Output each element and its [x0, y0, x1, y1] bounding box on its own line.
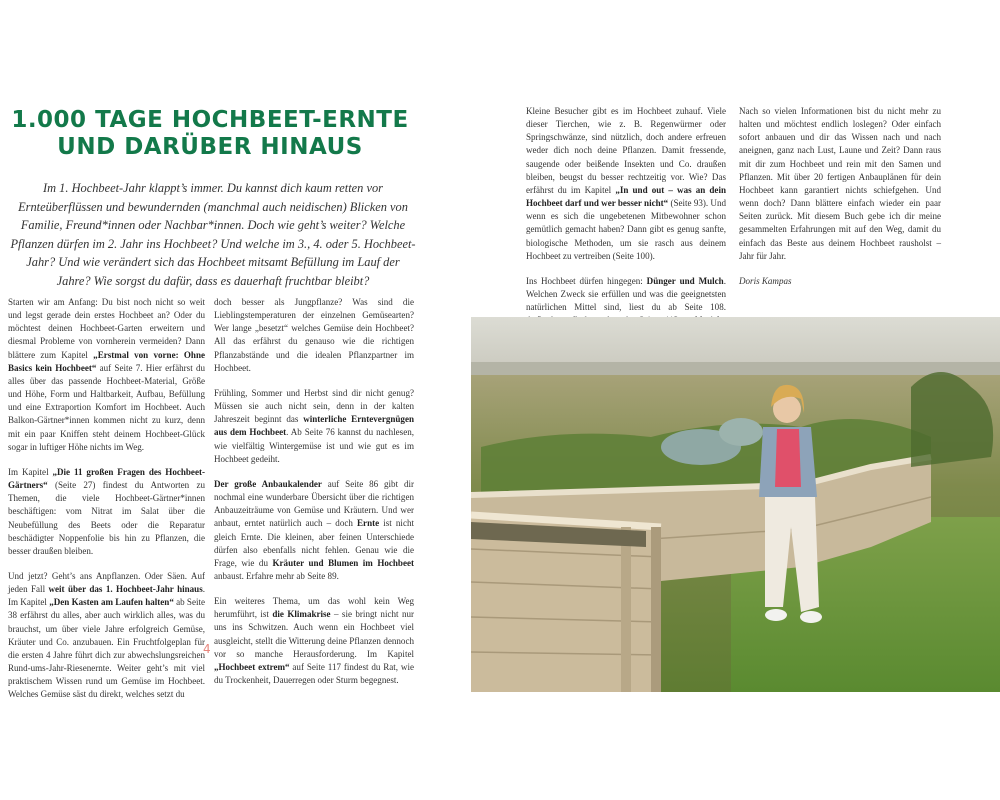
title-line-1: 1.000 TAGE HOCHBEET-ERNTE — [11, 107, 409, 133]
garden-photo — [471, 317, 1000, 692]
bold-reference: Ernte — [357, 518, 380, 529]
paragraph: Kleine Besucher gibt es im Hochbeet zuhauf. Viele dieser Tierchen, wie z. B. Regenwürmer oder Springschwänze, sind nützlich, doch andere erfreuen weder dich noch deine Pflanzen. Damit fressende, saugende oder beißende Insekten und Co. draußen bleiben, beugst du besser rechtzeitig vor. Wie? Das erfährst du im Kapitel „In und out – was an dein Hochbeet darf und wer besser nicht“ (Seite 93). Und wenn es sich die ungebetenen Mitbewohner schon gemütlich gemacht haben? Dann gibt es genug sanfte, biologische Methoden, um sie rasch aus deinem Hochbeet zu vertreiben (Seite 100). — [526, 106, 726, 261]
bold-reference: Dünger und Mulch — [646, 275, 724, 286]
bold-reference: „Hochbeet extrem“ — [214, 661, 290, 672]
paragraph: Ins Hochbeet dürfen hingegen: Dünger und Mulch. Welchen Zweck sie erfüllen und was die geeignetsten natürlichen Mittel sind, liest du ab Seite 108. — [526, 275, 726, 341]
paragraph: doch besser als Jungpflanze? Was sind die Lieblingstemperaturen der einzelnen Gemüsearten? Wer lange „besetzt“ welches Gemüse dein Hochbeet? All das erfährst du genauso wie die richtigen Pflanzabstände und die idealen Pflanzpartner im Hochbeet. — [214, 297, 414, 373]
paragraph: Ein weiteres Thema, um das wohl kein Weg herumführt, ist die Klimakrise – sie bringt nicht nur uns ins Schwitzen. Auch wenn ein Hochbeet viel ausgleicht, stellt die Witterung deine Pflanzen dennoch vor so manche Herausforderung. Im Kapitel „Hochbeet extrem“ auf Seite 117 findest du Rat, wie du Trockenheit, Dauerregen oder Sturm begegnest. — [214, 596, 415, 686]
text-column-4 — [739, 105, 941, 300]
raised-beds-illustration — [471, 317, 1000, 692]
page-number: 4 — [203, 642, 211, 656]
paragraph: Der große Anbaukalender auf Seite 86 gibt dir nochmal eine wunderbare Übersicht über die richtigen Anbauzeiträume von Gemüse und Kräutern. Und wer anbaut, erntet natürlich auch – doch Ernte ist nicht gleich Ernte. Die kleinen, aber feinen Unterschiede dürfen also ebenfalls nicht fehlen. Genau wie die Frage, wie du Kräuter und Blumen im Hochbeet anbaust. Erfahre mehr ab Seite 89. — [214, 478, 415, 581]
bold-reference: Der große Anbaukalender — [214, 478, 322, 489]
cabbage — [719, 418, 763, 446]
paragraph: Und jetzt? Geht’s ans Anpflanzen. Oder Säen. Auf jeden Fall weit über das 1. Hochbeet-Jahr hinaus. Im Kapitel „Den Kasten am Laufen halten“ ab Seite 38 erfährst du alles, aber auch wirklich alles, was du brauchst, um über viele Jahre erfolgreich Gemüse, Kräuter und Co. anzubauen. Ein Fruchtfolgeplan für die ersten 4 Jahre führt dich zur abwechslungsreichen Rund-ums-Jahr-Riesenernte. Weiter geht’s mit viel praktischem Wissen rund um Gemüse im Hochbeet. Welches Gemüse säst du direkt, welches setzt du — [8, 570, 206, 700]
text-column-3 — [526, 105, 726, 353]
bold-reference: „Den Kasten am Laufen halten“ — [49, 597, 174, 608]
intro-paragraph: Im 1. Hochbeet-Jahr klappt’s immer. Du kannst dich kaum retten vor Ernteüberflüssen und bewundernden (manchmal auch neidischen) Blicken von Familie, Freund*innen oder Nachbar*innen. Doch wie geht’s weiter? Welche Pflanzen dürfen im 2. Jahr ins Hochbeet? Und welche im 3., 4. oder 5. Hochbeet-Jahr? Und wie verändert sich das Hochbeet mitsamt Befüllung im Lauf der Jahre? Wie sorgst du dafür, dass es dauerhaft fruchtbar bleibt? — [10, 181, 416, 288]
paragraph: Starten wir am Anfang: Du bist noch nicht so weit und legst gerade dein erstes Hochbeet an? Oder du möchtest deinen Hochbeet-Garten erweitern und diesmal Probleme von vornherein vermeiden? Dann blättere zum Kapitel „Erstmal von vorne: Ohne Basics kein Hochbeet“ auf Seite 7. Hier erfährst du alles über das passende Hochbeet-Material, Größe und Höhe, Form und Haltbarkeit, Aufbau, Befüllung und eine Extraportion Komfort im Hochbeet. Auch Balkon-Gärtner*innen kommen nicht zu kurz, denn mit ein paar Kniffen steht deinem Hochbeet-Glück sogar in luftiger Höhe nichts im Weg. — [8, 297, 205, 452]
bold-reference: „In und out – was an dein Hochbeet darf und wer besser nicht“ — [526, 184, 726, 209]
bold-reference: die Klimakrise — [272, 609, 331, 620]
bold-reference: „Die 11 großen Fragen des Hochbeet-Gärtners“ — [8, 466, 205, 491]
paragraph: Im Kapitel „Die 11 großen Fragen des Hochbeet-Gärtners“ (Seite 27) findest du Antworten zu Themen, die viele Hochbeet-Gärtner*innen beschäftigen: vom Nitrat im Salat über die Neubefüllung des Beets oder die Reparatur beschädigter Noppenfolie bis hin zu Pflanzen, die besser draußen bleiben. — [8, 466, 205, 556]
paragraph: Frühling, Sommer und Herbst sind dir nicht genug? Müssen sie auch nicht sein, denn in der kalten Jahreszeit beginnt das winterliche Erntevergnügen aus dem Hochbeet. Ab Seite 76 kannst du nachlesen, wie vielfältig Wintergemüse ist und wie gut es im Hochbeet gedeiht. — [214, 387, 414, 464]
author-signature: Doris Kampas — [739, 275, 792, 286]
bold-reference: „Erstmal von vorne: Ohne Basics kein Hochbeet“ — [8, 349, 205, 373]
text-column-2 — [214, 296, 414, 699]
text-column-1 — [8, 296, 205, 714]
treeline — [471, 362, 1000, 376]
bold-reference: winterliche Erntevergnügen aus dem Hochbeet — [214, 414, 414, 438]
bold-reference: weit über das 1. Hochbeet-Jahr hinaus — [48, 584, 203, 595]
paragraph: Nach so vielen Informationen bist du nicht mehr zu halten und möchtest endlich loslegen? Oder einfach sofort anbauen und dir das Wissen nach und nach aneignen, ganz nach Lust, Laune und Zeit? Dann raus mit dir zum Hochbeet und rein mit den Samen und Pflanzen. Mit über 20 fertigen Anbauplänen für dein Hochbeet kann garantiert nichts schiefgehen. Und wenn doch? Dann blättere einfach wieder ein paar Seiten zurück. Mit diesem Buch gebe ich dir meine gesammelten Erfahrungen mit auf den Weg, damit du einfach das Beste aus deinem Hochbeet rausholst – Jahr für Jahr. — [739, 106, 941, 261]
title-line-2: UND DARÜBER HINAUS — [57, 134, 363, 160]
chapter-title — [0, 107, 420, 161]
bold-reference: Kräuter und Blumen im Hochbeet — [272, 557, 414, 568]
